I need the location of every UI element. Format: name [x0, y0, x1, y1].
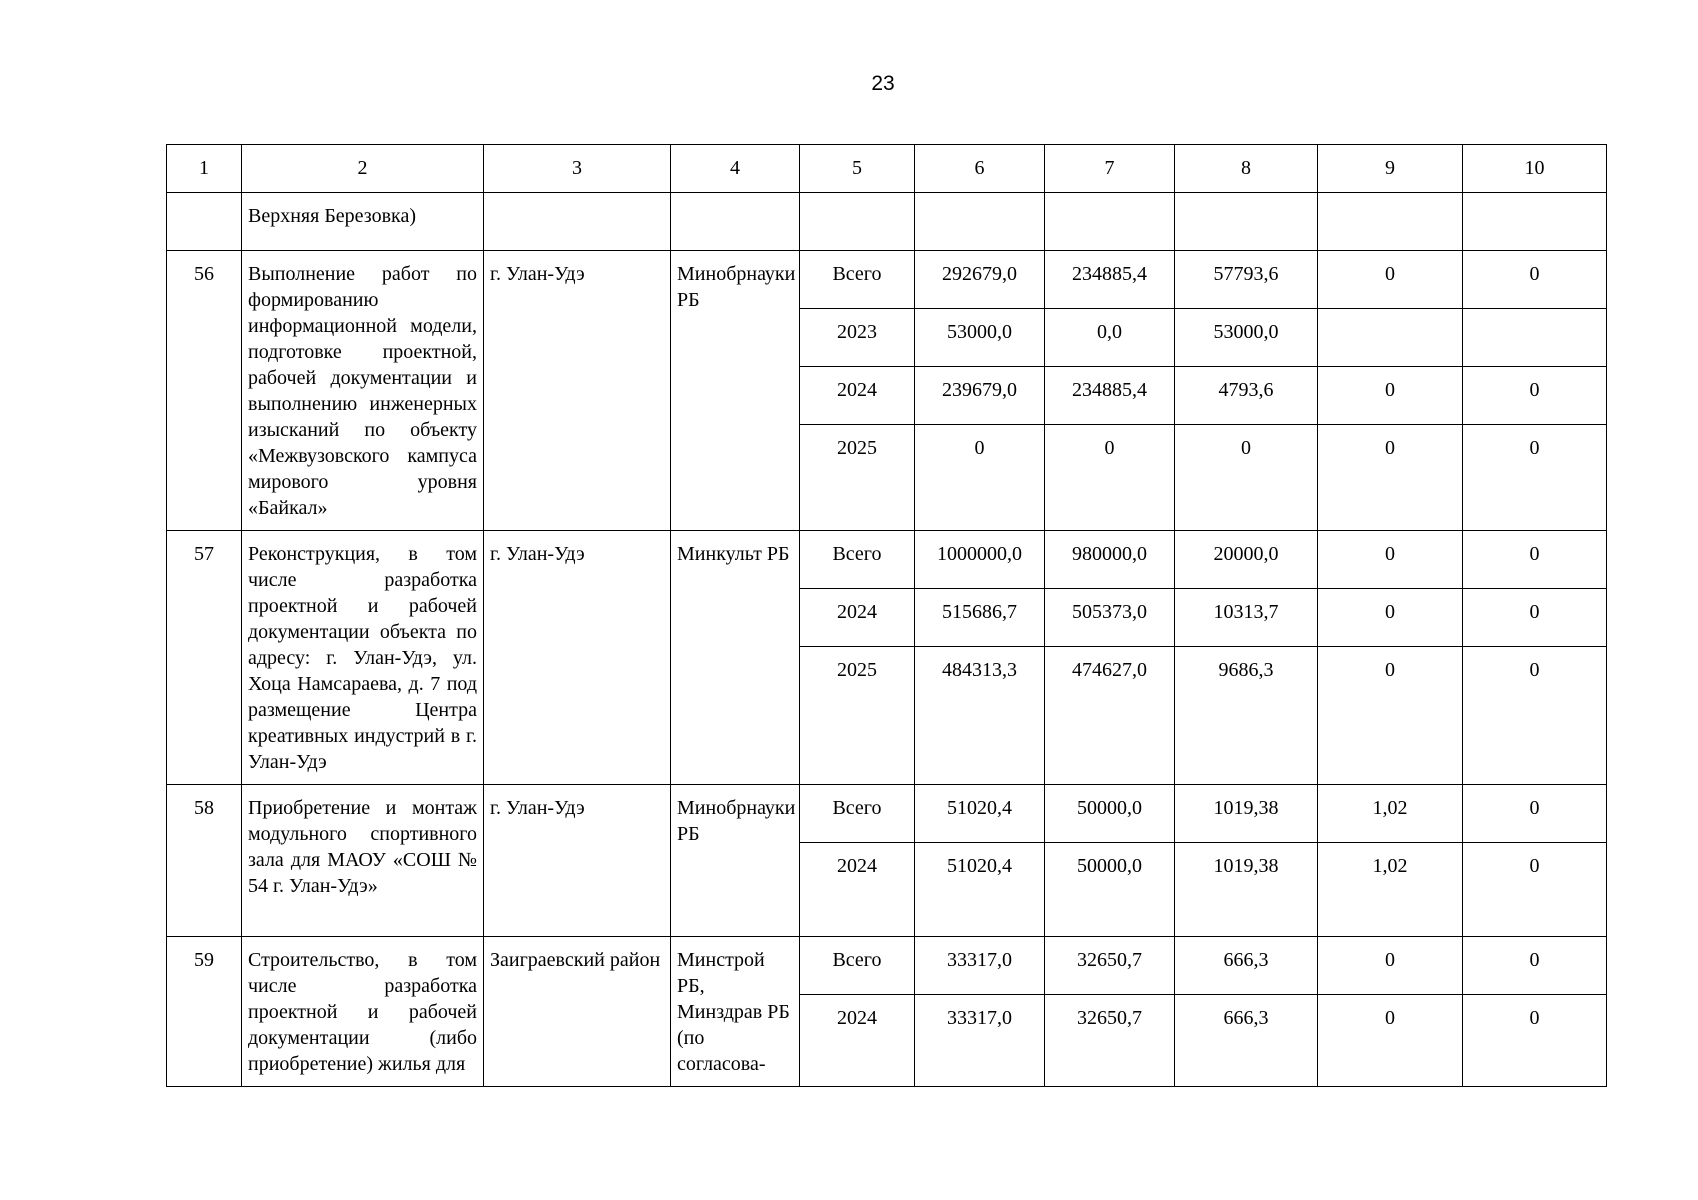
cell-value: 51020,4 [915, 843, 1045, 937]
cell-year: 2025 [800, 647, 915, 785]
cell-value: 474627,0 [1045, 647, 1175, 785]
cell-value [1045, 193, 1175, 251]
cell-year: 2024 [800, 995, 915, 1087]
cell-value: 1,02 [1318, 785, 1463, 843]
cell-value: 0 [1463, 589, 1607, 647]
table-row [167, 937, 1607, 995]
cell-value [915, 193, 1045, 251]
column-header: 8 [1175, 145, 1318, 193]
cell-location [484, 193, 671, 251]
page-number: 23 [871, 72, 895, 95]
cell-value: 1019,38 [1175, 785, 1318, 843]
cell-year: 2024 [800, 367, 915, 425]
cell-value: 1,02 [1318, 843, 1463, 937]
cell-value: 0 [1463, 251, 1607, 309]
cell-year: 2025 [800, 425, 915, 531]
cell-value: 0 [1463, 995, 1607, 1087]
cell-value: 33317,0 [915, 937, 1045, 995]
cell-year: Всего [800, 251, 915, 309]
cell-location: г. Улан-Удэ [484, 531, 671, 785]
cell-value: 239679,0 [915, 367, 1045, 425]
cell-value: 10313,7 [1175, 589, 1318, 647]
cell-value: 1019,38 [1175, 843, 1318, 937]
cell-value: 50000,0 [1045, 785, 1175, 843]
cell-num: 59 [167, 937, 242, 1087]
cell-value: 0 [1463, 425, 1607, 531]
cell-value: 53000,0 [915, 309, 1045, 367]
column-header: 4 [671, 145, 800, 193]
cell-responsible: Минстрой РБ, Минздрав РБ (по согласова- [671, 937, 800, 1087]
cell-year [800, 193, 915, 251]
cell-value: 50000,0 [1045, 843, 1175, 937]
cell-value: 0 [1318, 251, 1463, 309]
cell-value: 980000,0 [1045, 531, 1175, 589]
cell-value [1463, 193, 1607, 251]
cell-value: 0 [1045, 425, 1175, 531]
column-header: 10 [1463, 145, 1607, 193]
cell-value: 0 [1463, 937, 1607, 995]
cell-year: 2024 [800, 843, 915, 937]
cell-responsible: Минкульт РБ [671, 531, 800, 785]
cell-value: 234885,4 [1045, 367, 1175, 425]
cell-description: Приобретение и монтаж модульного спортивного зала для МАОУ «СОШ № 54 г. Улан-Удэ» [242, 785, 484, 937]
cell-value: 0 [1318, 367, 1463, 425]
cell-value: 666,3 [1175, 937, 1318, 995]
cell-value: 0 [1175, 425, 1318, 531]
cell-value: 53000,0 [1175, 309, 1318, 367]
cell-value: 9686,3 [1175, 647, 1318, 785]
column-header: 7 [1045, 145, 1175, 193]
cell-year: Всего [800, 937, 915, 995]
column-header: 6 [915, 145, 1045, 193]
table-row [167, 785, 1607, 843]
cell-value: 292679,0 [915, 251, 1045, 309]
cell-location: Заиграевский район [484, 937, 671, 1087]
cell-year: 2024 [800, 589, 915, 647]
cell-num: 56 [167, 251, 242, 531]
cell-responsible [671, 193, 800, 251]
column-header-row [167, 145, 1607, 193]
cell-num [167, 193, 242, 251]
cell-value: 0 [1463, 843, 1607, 937]
cell-value: 33317,0 [915, 995, 1045, 1087]
cell-value: 666,3 [1175, 995, 1318, 1087]
cell-value: 0 [1318, 937, 1463, 995]
column-header: 9 [1318, 145, 1463, 193]
table-body [167, 145, 1607, 1087]
cell-value: 32650,7 [1045, 995, 1175, 1087]
cell-description: Верхняя Березовка) [242, 193, 484, 251]
cell-value [1175, 193, 1318, 251]
cell-location: г. Улан-Удэ [484, 785, 671, 937]
cell-value: 0 [1318, 647, 1463, 785]
cell-year: Всего [800, 785, 915, 843]
cell-description: Строительство, в том числе разработка проектной и рабочей документации (либо приобретение) жилья для [242, 937, 484, 1087]
cell-value: 0 [915, 425, 1045, 531]
cell-value: 51020,4 [915, 785, 1045, 843]
cell-responsible: Минобрнауки РБ [671, 251, 800, 531]
cell-value: 0,0 [1045, 309, 1175, 367]
table-row [167, 251, 1607, 309]
cell-value: 4793,6 [1175, 367, 1318, 425]
table-row [167, 531, 1607, 589]
cell-value: 0 [1318, 531, 1463, 589]
cell-value: 0 [1463, 531, 1607, 589]
cell-value [1463, 309, 1607, 367]
cell-value: 505373,0 [1045, 589, 1175, 647]
continuation-row [167, 193, 1607, 251]
column-header: 2 [242, 145, 484, 193]
column-header: 1 [167, 145, 242, 193]
cell-year: 2023 [800, 309, 915, 367]
cell-value: 20000,0 [1175, 531, 1318, 589]
column-header: 3 [484, 145, 671, 193]
cell-value: 515686,7 [915, 589, 1045, 647]
cell-value: 1000000,0 [915, 531, 1045, 589]
cell-value: 0 [1318, 995, 1463, 1087]
cell-description: Реконструкция, в том числе разработка проектной и рабочей документации объекта по адресу: г. Улан-Удэ, ул. Хоца Намсараева, д. 7 под размещение Центра креативных индустрий в г. Улан-Удэ [242, 531, 484, 785]
cell-responsible: Минобрнауки РБ [671, 785, 800, 937]
column-header: 5 [800, 145, 915, 193]
cell-description: Выполнение работ по формированию информационной модели, подготовке проектной, рабочей документации и выполнению инженерных изысканий по объекту «Межвузовского кампуса мирового уровня «Байкал» [242, 251, 484, 531]
cell-value: 234885,4 [1045, 251, 1175, 309]
cell-value: 0 [1463, 647, 1607, 785]
cell-value: 0 [1463, 367, 1607, 425]
cell-value: 0 [1318, 425, 1463, 531]
cell-location: г. Улан-Удэ [484, 251, 671, 531]
cell-year: Всего [800, 531, 915, 589]
cell-num: 58 [167, 785, 242, 937]
cell-value: 32650,7 [1045, 937, 1175, 995]
cell-value: 0 [1318, 589, 1463, 647]
cell-value: 57793,6 [1175, 251, 1318, 309]
budget-table [166, 144, 1607, 1087]
cell-value [1318, 309, 1463, 367]
cell-value [1318, 193, 1463, 251]
cell-value: 0 [1463, 785, 1607, 843]
cell-value: 484313,3 [915, 647, 1045, 785]
cell-num: 57 [167, 531, 242, 785]
